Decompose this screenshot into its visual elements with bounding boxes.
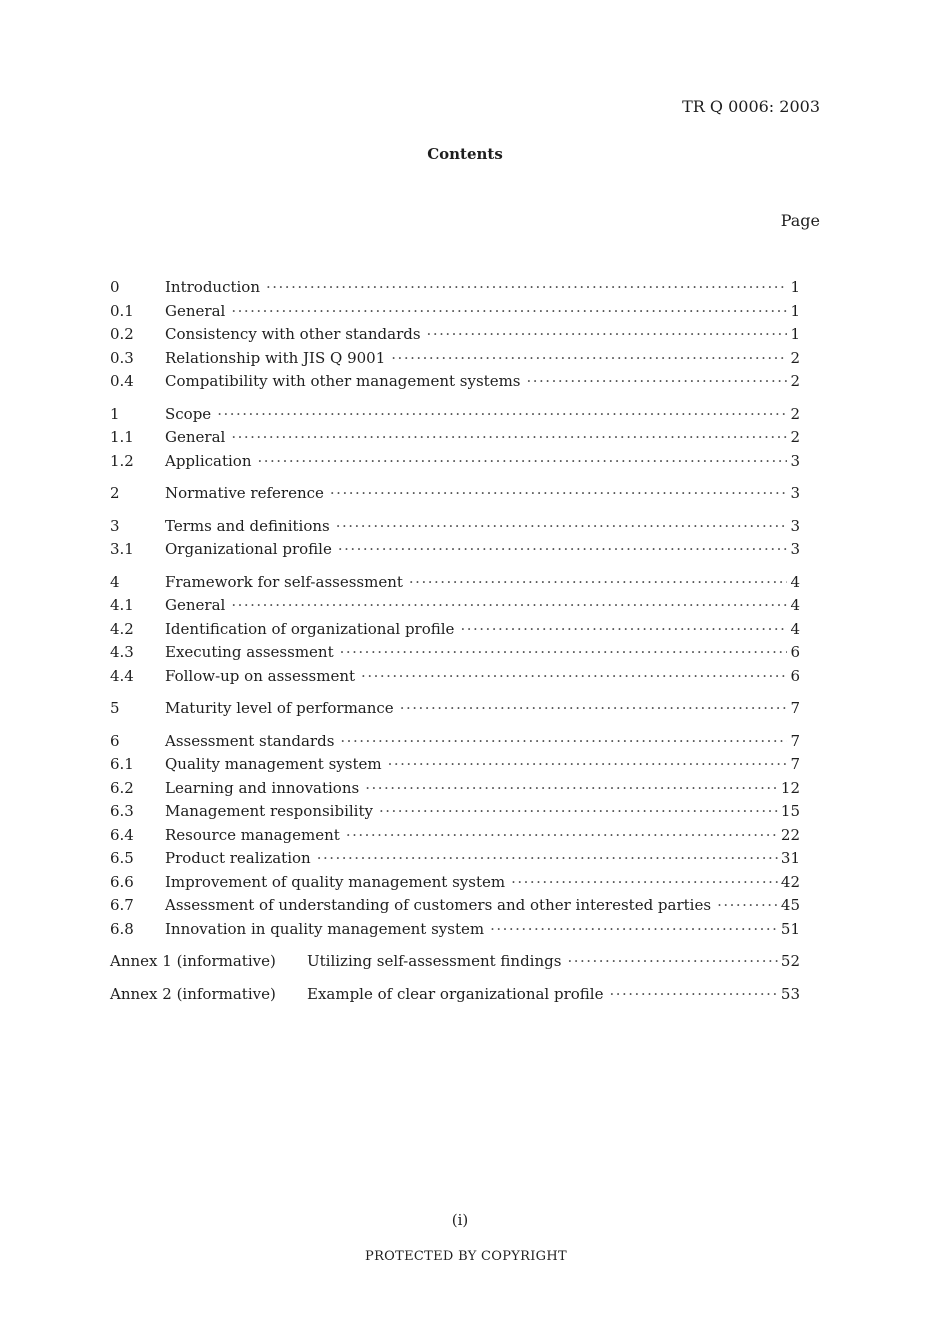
toc-entry[interactable]	[110, 276, 800, 300]
dot-leader	[511, 871, 778, 895]
toc-entry-page: 51	[780, 919, 800, 938]
dot-leader	[391, 347, 787, 371]
dot-leader	[317, 847, 778, 871]
toc-entry-number: 0.3	[110, 348, 134, 367]
toc-entry[interactable]	[110, 918, 800, 942]
dot-leader	[340, 641, 787, 665]
toc-entry-page: 45	[780, 896, 800, 914]
toc-entry-page: 7	[790, 699, 800, 717]
dot-leader	[388, 753, 787, 777]
dot-leader	[409, 571, 787, 595]
table-of-contents	[110, 276, 800, 1015]
toc-entry-title: General	[165, 301, 226, 320]
toc-entry-title: Quality management system	[165, 755, 382, 773]
toc-entry-number: 1	[110, 404, 120, 423]
toc-entry-page: 3	[790, 516, 800, 535]
toc-entry[interactable]	[110, 370, 800, 394]
toc-entry[interactable]	[110, 730, 800, 754]
dot-leader	[330, 482, 787, 506]
toc-entry-page: 6	[790, 666, 800, 685]
toc-entry-number: 5	[110, 699, 120, 717]
toc-entry[interactable]	[110, 594, 800, 618]
toc-entry-page: 3	[790, 484, 800, 502]
toc-group	[110, 276, 800, 394]
dot-leader	[231, 594, 787, 618]
dot-leader	[717, 894, 778, 918]
toc-entry[interactable]	[110, 847, 800, 871]
toc-entry-title: Product realization	[165, 849, 311, 867]
toc-entry-page: 7	[790, 755, 800, 773]
toc-entry-page: 2	[790, 428, 800, 446]
toc-entry-number: 0.2	[110, 325, 134, 343]
toc-entry-number: 4.3	[110, 643, 134, 661]
toc-group	[110, 697, 800, 721]
toc-entry-page: 4	[790, 572, 800, 591]
toc-entry-number: 3	[110, 516, 120, 535]
toc-entry-title: Terms and definitions	[165, 516, 330, 535]
toc-entry-number: 4.1	[110, 596, 134, 614]
toc-entry[interactable]	[110, 426, 800, 450]
dot-leader	[490, 918, 778, 942]
toc-entry-title: Resource management	[165, 825, 340, 844]
toc-entry-number: 6	[110, 731, 120, 750]
toc-entry-title: Relationship with JIS Q 9001	[165, 348, 386, 367]
toc-entry-page: 7	[790, 731, 800, 750]
dot-leader	[338, 538, 787, 562]
toc-entry[interactable]	[110, 894, 800, 918]
annex-list	[110, 950, 800, 1006]
toc-entry-page: 22	[780, 825, 800, 844]
toc-entry[interactable]	[110, 697, 800, 721]
toc-entry-number: 1.2	[110, 451, 134, 470]
toc-entry-page: 6	[790, 643, 800, 661]
toc-entry-title: Maturity level of performance	[165, 699, 394, 717]
dot-leader	[361, 665, 787, 689]
contents-title: Contents	[427, 145, 503, 163]
annex-entry[interactable]	[110, 950, 800, 974]
annex-label: Annex 2 (informative)	[110, 984, 276, 1003]
toc-entry-number: 2	[110, 484, 120, 502]
annex-group	[110, 983, 800, 1007]
annex-group	[110, 950, 800, 974]
toc-entry-number: 6.3	[110, 802, 134, 820]
toc-entry-page: 2	[790, 372, 800, 390]
toc-entry-page: 15	[780, 802, 800, 820]
toc-entry-title: Follow-up on assessment	[165, 666, 356, 685]
toc-group	[110, 403, 800, 474]
toc-entry[interactable]	[110, 515, 800, 539]
toc-entry[interactable]	[110, 800, 800, 824]
toc-entry-title: Assessment of understanding of customers and other interested parties	[165, 896, 712, 914]
toc-group	[110, 571, 800, 689]
toc-entry-title: General	[165, 428, 226, 446]
toc-entry[interactable]	[110, 665, 800, 689]
toc-entry-page: 1	[790, 301, 800, 320]
toc-entry-number: 0.4	[110, 372, 134, 390]
dot-leader	[427, 323, 787, 347]
toc-entry-page: 4	[790, 596, 800, 614]
toc-entry[interactable]	[110, 871, 800, 895]
toc-entry-number: 6.6	[110, 872, 134, 891]
toc-entry[interactable]	[110, 641, 800, 665]
toc-group	[110, 515, 800, 562]
toc-entry[interactable]	[110, 571, 800, 595]
toc-entry-page: 3	[790, 451, 800, 470]
toc-groups	[110, 276, 800, 941]
toc-entry[interactable]	[110, 777, 800, 801]
dot-leader	[346, 824, 778, 848]
dot-leader	[609, 983, 777, 1007]
toc-entry-number: 6.5	[110, 849, 134, 867]
dot-leader	[400, 697, 787, 721]
toc-entry[interactable]	[110, 300, 800, 324]
dot-leader	[365, 777, 778, 801]
document-id: TR Q 0006: 2003	[682, 97, 820, 116]
toc-entry[interactable]	[110, 753, 800, 777]
toc-entry-number: 0	[110, 278, 120, 296]
dot-leader	[527, 370, 788, 394]
toc-entry-number: 6.2	[110, 778, 134, 797]
toc-entry-title: General	[165, 596, 226, 614]
toc-entry[interactable]	[110, 538, 800, 562]
toc-entry-number: 1.1	[110, 428, 134, 446]
dot-leader	[460, 618, 787, 642]
annex-page: 52	[780, 952, 800, 970]
toc-entry-number: 6.1	[110, 755, 134, 773]
toc-entry-page: 4	[790, 619, 800, 638]
toc-entry-number: 4.2	[110, 619, 134, 638]
dot-leader	[567, 950, 777, 974]
toc-entry-page: 42	[780, 872, 800, 891]
toc-entry-title: Framework for self-assessment	[165, 572, 403, 591]
toc-entry-page: 3	[790, 540, 800, 558]
toc-entry-number: 6.7	[110, 896, 134, 914]
toc-entry[interactable]	[110, 618, 800, 642]
dot-leader	[336, 515, 787, 539]
toc-entry[interactable]	[110, 323, 800, 347]
annex-page: 53	[780, 984, 800, 1003]
toc-entry-title: Identification of organizational profile	[165, 619, 455, 638]
toc-entry-title: Executing assessment	[165, 643, 334, 661]
toc-entry-page: 1	[790, 278, 800, 296]
toc-entry-title: Improvement of quality management system	[165, 872, 506, 891]
footer-copyright: PROTECTED BY COPYRIGHT	[365, 1249, 567, 1264]
toc-entry-title: Management responsibility	[165, 802, 373, 820]
toc-entry-title: Organizational profile	[165, 540, 332, 558]
toc-entry-title: Scope	[165, 404, 212, 423]
annex-label: Annex 1 (informative)	[110, 952, 276, 970]
dot-leader	[340, 730, 787, 754]
annex-entry[interactable]	[110, 983, 800, 1007]
toc-entry-title: Learning and innovations	[165, 778, 360, 797]
toc-entry[interactable]	[110, 347, 800, 371]
dot-leader	[379, 800, 778, 824]
toc-entry[interactable]	[110, 403, 800, 427]
toc-entry-title: Assessment standards	[165, 731, 335, 750]
toc-entry-number: 4	[110, 572, 120, 591]
toc-entry-page: 2	[790, 404, 800, 423]
annex-title: Utilizing self-assessment findings	[307, 952, 562, 970]
toc-entry-number: 0.1	[110, 301, 134, 320]
toc-group	[110, 730, 800, 942]
toc-entry-page: 12	[780, 778, 800, 797]
toc-entry-page: 2	[790, 348, 800, 367]
toc-entry-title: Consistency with other standards	[165, 325, 421, 343]
toc-entry-number: 6.4	[110, 825, 134, 844]
toc-entry-title: Normative reference	[165, 484, 324, 502]
toc-group	[110, 482, 800, 506]
toc-entry-title: Application	[165, 451, 252, 470]
dot-leader	[231, 426, 787, 450]
toc-entry-title: Compatibility with other management systems	[165, 372, 521, 390]
toc-entry-title: Innovation in quality management system	[165, 919, 485, 938]
dot-leader	[217, 403, 787, 427]
annex-title: Example of clear organizational profile	[307, 984, 604, 1003]
page-column-label: Page	[780, 211, 820, 230]
toc-entry-title: Introduction	[165, 278, 260, 296]
toc-entry-number: 4.4	[110, 666, 134, 685]
dot-leader	[231, 300, 787, 324]
footer-page-number: (i)	[451, 1211, 469, 1229]
toc-entry[interactable]	[110, 824, 800, 848]
dot-leader	[258, 450, 788, 474]
dot-leader	[266, 276, 787, 300]
toc-entry-number: 6.8	[110, 919, 134, 938]
toc-entry[interactable]	[110, 482, 800, 506]
toc-entry-number: 3.1	[110, 540, 134, 558]
toc-entry[interactable]	[110, 450, 800, 474]
toc-entry-page: 31	[780, 849, 800, 867]
toc-entry-page: 1	[790, 325, 800, 343]
